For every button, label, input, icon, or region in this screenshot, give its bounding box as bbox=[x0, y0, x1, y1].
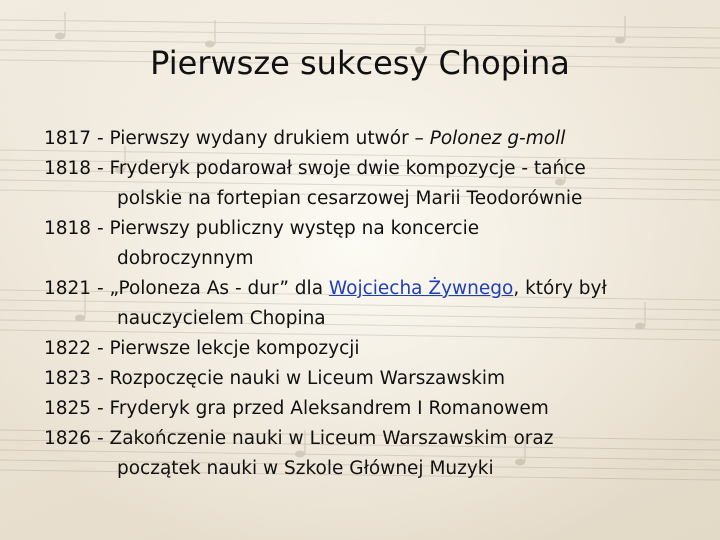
timeline-item bbox=[44, 124, 694, 154]
item-text: Pierwszy wydany drukiem utwór – bbox=[109, 128, 430, 149]
item-text-continuation: dobroczynnym bbox=[117, 248, 254, 269]
timeline-item bbox=[44, 424, 694, 484]
item-year: 1825 bbox=[44, 398, 92, 419]
slide-title: Pierwsze sukcesy Chopina bbox=[150, 44, 570, 82]
timeline-list bbox=[44, 124, 694, 484]
item-text: Pierwsze lekcje kompozycji bbox=[109, 338, 360, 359]
item-separator: - bbox=[91, 368, 110, 389]
item-italic-title: Polonez g-moll bbox=[429, 128, 566, 149]
item-text: Fryderyk gra przed Aleksandrem I Romanowem bbox=[109, 398, 549, 419]
item-text-continuation: początek nauki w Szkole Głównej Muzyki bbox=[117, 458, 494, 479]
item-year: 1821 bbox=[44, 278, 92, 299]
timeline-item bbox=[44, 274, 694, 334]
item-text: Zakończenie nauki w Liceum Warszawskim oraz bbox=[109, 428, 554, 449]
item-separator: - bbox=[91, 158, 110, 179]
wojciech-zywny-link[interactable]: Wojciecha Żywnego bbox=[328, 278, 514, 299]
item-text: „Poloneza As - dur” dla bbox=[109, 278, 329, 299]
item-separator: - bbox=[91, 128, 110, 149]
item-separator: - bbox=[91, 278, 110, 299]
item-text: Fryderyk podarował swoje dwie kompozycje - tańce bbox=[109, 158, 586, 179]
timeline-item bbox=[44, 394, 694, 424]
item-year: 1818 bbox=[44, 158, 92, 179]
item-year: 1823 bbox=[44, 368, 92, 389]
timeline-item bbox=[44, 154, 694, 214]
item-separator: - bbox=[91, 338, 110, 359]
item-year: 1818 bbox=[44, 218, 92, 239]
item-separator: - bbox=[91, 398, 110, 419]
item-year: 1822 bbox=[44, 338, 92, 359]
item-separator: - bbox=[91, 428, 110, 449]
item-text-continuation: nauczycielem Chopina bbox=[117, 308, 326, 329]
item-text: Pierwszy publiczny występ na koncercie bbox=[109, 218, 480, 239]
item-year: 1826 bbox=[44, 428, 92, 449]
timeline-item bbox=[44, 364, 694, 394]
timeline-item bbox=[44, 214, 694, 274]
item-text: , który był bbox=[513, 278, 607, 299]
item-text-continuation: polskie na fortepian cesarzowej Marii Teodorównie bbox=[117, 188, 583, 209]
item-text: Rozpoczęcie nauki w Liceum Warszawskim bbox=[109, 368, 506, 389]
item-year: 1817 bbox=[44, 128, 92, 149]
timeline-item bbox=[44, 334, 694, 364]
item-separator: - bbox=[91, 218, 110, 239]
